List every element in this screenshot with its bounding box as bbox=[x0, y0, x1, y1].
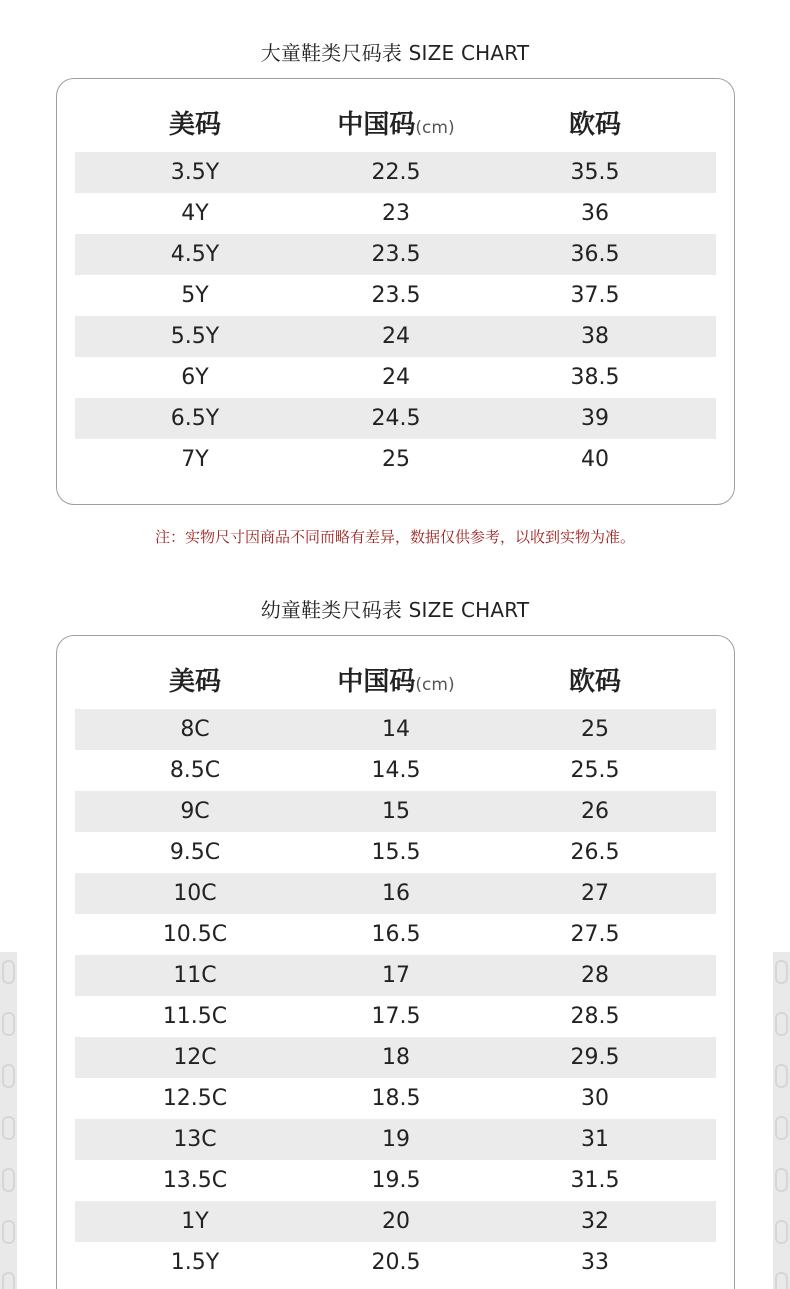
cell-us-size: 4.5Y bbox=[170, 242, 220, 267]
table-row bbox=[75, 873, 716, 914]
cell-eu-size: 38.5 bbox=[570, 365, 620, 390]
cell-eu-size: 31.5 bbox=[570, 1168, 620, 1193]
cell-cn-size: 17.5 bbox=[371, 1004, 421, 1029]
cell-eu-size: 28 bbox=[581, 963, 609, 988]
cell-eu-size: 30 bbox=[581, 1086, 609, 1111]
cell-cn-size: 20.5 bbox=[371, 1250, 421, 1275]
cell-eu-size: 25.5 bbox=[570, 758, 620, 783]
decorative-icon bbox=[775, 1272, 788, 1289]
decorative-icon bbox=[775, 960, 788, 984]
header-cn-size bbox=[296, 664, 496, 703]
cell-eu-size: 28.5 bbox=[570, 1004, 620, 1029]
table-row bbox=[75, 791, 716, 832]
table-row bbox=[75, 398, 716, 439]
decorative-icon bbox=[775, 1168, 788, 1192]
cell-cn-size: 18.5 bbox=[371, 1086, 421, 1111]
decorative-icon bbox=[2, 1220, 15, 1244]
header-eu-size: 欧码 bbox=[568, 667, 621, 697]
cell-cn-size: 18 bbox=[382, 1045, 410, 1070]
cell-eu-size: 25 bbox=[581, 717, 609, 742]
cell-eu-size: 36 bbox=[581, 201, 609, 226]
table-row bbox=[75, 1037, 716, 1078]
cell-cn-size: 23.5 bbox=[371, 283, 421, 308]
cell-us-size: 11C bbox=[173, 963, 217, 988]
cell-eu-size: 38 bbox=[581, 324, 609, 349]
cell-eu-size: 37.5 bbox=[570, 283, 620, 308]
cell-eu-size: 27 bbox=[581, 881, 609, 906]
table-row bbox=[75, 1242, 716, 1283]
cell-us-size: 9.5C bbox=[169, 840, 221, 865]
table-row bbox=[75, 275, 716, 316]
decorative-icon bbox=[775, 1220, 788, 1244]
little-kids-title: 幼童鞋类尺码表 SIZE CHART bbox=[260, 598, 530, 622]
cell-us-size: 6Y bbox=[181, 365, 209, 390]
cell-us-size: 1.5Y bbox=[170, 1250, 220, 1275]
cell-cn-size: 15 bbox=[382, 799, 410, 824]
cell-us-size: 12C bbox=[173, 1045, 217, 1070]
table-row bbox=[75, 709, 716, 750]
cell-eu-size: 29.5 bbox=[570, 1045, 620, 1070]
cell-us-size: 6.5Y bbox=[170, 406, 220, 431]
cell-cn-size: 24 bbox=[382, 365, 410, 390]
cell-us-size: 8C bbox=[180, 717, 210, 742]
decorative-icon bbox=[775, 1064, 788, 1088]
cell-eu-size: 31 bbox=[581, 1127, 609, 1152]
cell-us-size: 3.5Y bbox=[170, 160, 220, 185]
decorative-icon bbox=[2, 1272, 15, 1289]
cell-eu-size: 33 bbox=[581, 1250, 609, 1275]
cell-cn-size: 23.5 bbox=[371, 242, 421, 267]
cell-us-size: 4Y bbox=[181, 201, 209, 226]
header-us-size: 美码 bbox=[168, 110, 221, 140]
cell-eu-size: 27.5 bbox=[570, 922, 620, 947]
cell-us-size: 5.5Y bbox=[170, 324, 220, 349]
table-row bbox=[75, 750, 716, 791]
left-decorative-strip bbox=[0, 952, 17, 1289]
cell-cn-size: 14 bbox=[382, 717, 410, 742]
cell-cn-size: 25 bbox=[382, 447, 410, 472]
header-cn-size bbox=[296, 107, 496, 146]
table-row bbox=[75, 1201, 716, 1242]
cell-cn-size: 22.5 bbox=[371, 160, 421, 185]
cell-us-size: 10.5C bbox=[162, 922, 228, 947]
table-row bbox=[75, 832, 716, 873]
table-row bbox=[75, 357, 716, 398]
decorative-icon bbox=[775, 1116, 788, 1140]
cell-cn-size: 17 bbox=[382, 963, 410, 988]
decorative-icon bbox=[2, 1116, 15, 1140]
cell-eu-size: 39 bbox=[581, 406, 609, 431]
cell-us-size: 5Y bbox=[181, 283, 209, 308]
table-row bbox=[75, 996, 716, 1037]
cell-cn-size: 14.5 bbox=[371, 758, 421, 783]
table-row bbox=[75, 1119, 716, 1160]
table-row bbox=[75, 152, 716, 193]
table-row bbox=[75, 1078, 716, 1119]
cell-cn-size: 20 bbox=[382, 1209, 410, 1234]
header-cn-unit: (cm) bbox=[415, 118, 455, 138]
cell-cn-size: 19.5 bbox=[371, 1168, 421, 1193]
cell-us-size: 13C bbox=[173, 1127, 217, 1152]
cell-us-size: 11.5C bbox=[162, 1004, 228, 1029]
table-row bbox=[75, 439, 716, 480]
header-cn-size-label: 中国码 bbox=[337, 110, 416, 140]
header-cn-unit: (cm) bbox=[415, 675, 455, 695]
table-row bbox=[75, 316, 716, 357]
cell-cn-size: 15.5 bbox=[371, 840, 421, 865]
big-kids-title: 大童鞋类尺码表 SIZE CHART bbox=[260, 41, 530, 65]
cell-us-size: 13.5C bbox=[162, 1168, 228, 1193]
table-row bbox=[75, 234, 716, 275]
table-body bbox=[75, 152, 716, 480]
cell-cn-size: 16 bbox=[382, 881, 410, 906]
header-cn-size-label: 中国码 bbox=[337, 667, 416, 697]
cell-cn-size: 24.5 bbox=[371, 406, 421, 431]
cell-cn-size: 23 bbox=[382, 201, 410, 226]
cell-us-size: 9C bbox=[180, 799, 210, 824]
little-kids-size-table bbox=[56, 635, 735, 1289]
decorative-icon bbox=[2, 960, 15, 984]
cell-eu-size: 35.5 bbox=[570, 160, 620, 185]
decorative-icon bbox=[2, 1012, 15, 1036]
decorative-icon bbox=[775, 1012, 788, 1036]
cell-us-size: 10C bbox=[173, 881, 217, 906]
table-row bbox=[75, 914, 716, 955]
header-eu-size: 欧码 bbox=[568, 110, 621, 140]
cell-us-size: 12.5C bbox=[162, 1086, 228, 1111]
right-decorative-strip bbox=[773, 952, 790, 1289]
header-us-size: 美码 bbox=[168, 667, 221, 697]
table-header bbox=[57, 107, 736, 147]
cell-eu-size: 40 bbox=[581, 447, 609, 472]
size-disclaimer-note: 注：实物尺寸因商品不同而略有差异，数据仅供参考，以收到实物为准。 bbox=[154, 528, 635, 546]
table-body bbox=[75, 709, 716, 1283]
cell-cn-size: 16.5 bbox=[371, 922, 421, 947]
cell-eu-size: 32 bbox=[581, 1209, 609, 1234]
cell-us-size: 8.5C bbox=[169, 758, 221, 783]
cell-cn-size: 24 bbox=[382, 324, 410, 349]
decorative-icon bbox=[2, 1168, 15, 1192]
table-row bbox=[75, 955, 716, 996]
cell-cn-size: 19 bbox=[382, 1127, 410, 1152]
cell-eu-size: 26 bbox=[581, 799, 609, 824]
table-row bbox=[75, 193, 716, 234]
cell-us-size: 1Y bbox=[181, 1209, 209, 1234]
table-header bbox=[57, 664, 736, 704]
cell-us-size: 7Y bbox=[181, 447, 209, 472]
table-row bbox=[75, 1160, 716, 1201]
cell-eu-size: 26.5 bbox=[570, 840, 620, 865]
big-kids-size-table bbox=[56, 78, 735, 505]
cell-eu-size: 36.5 bbox=[570, 242, 620, 267]
decorative-icon bbox=[2, 1064, 15, 1088]
